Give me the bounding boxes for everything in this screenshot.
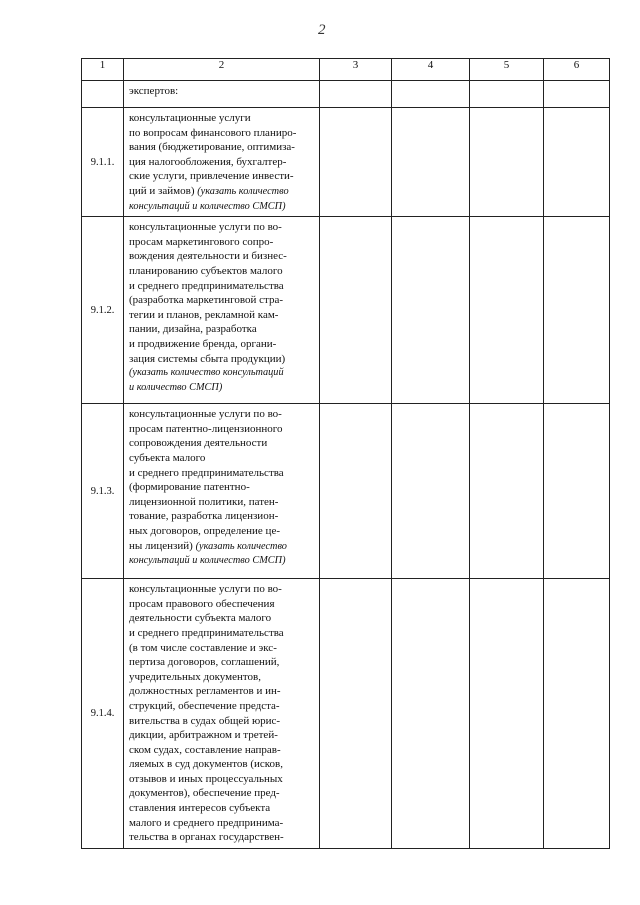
empty-cell-col-3 xyxy=(320,404,392,579)
description-line: (в том числе составление и экс- xyxy=(129,641,277,654)
description-line: ций и займов) (указать количество xyxy=(129,184,289,197)
empty-cell-col-4 xyxy=(392,404,470,579)
description-line: по вопросам финансового планиро- xyxy=(129,126,297,139)
description-line: и продвижение бренда, органи- xyxy=(129,337,277,350)
service-description xyxy=(124,108,320,217)
service-description xyxy=(124,217,320,404)
description-line: консультационные услуги xyxy=(129,112,251,124)
row-number: 9.1.2. xyxy=(82,217,124,404)
description-line: вождения деятельности и бизнес- xyxy=(129,250,287,263)
description-line: струкций, обеспечение предста- xyxy=(129,699,280,712)
table-row xyxy=(82,579,610,849)
description-line: (формирование патентно- xyxy=(129,481,250,494)
page-number: 2 xyxy=(318,22,326,38)
row-number: 9.1.1. xyxy=(82,108,124,217)
table-row xyxy=(82,404,610,579)
description-line: тование, разработка лицензион- xyxy=(129,510,279,523)
description-line: документов), обеспечение пред- xyxy=(129,787,280,800)
description-line: и среднего предпринимательства xyxy=(129,279,284,292)
description-line: ские услуги, привлечение инвести- xyxy=(129,170,294,183)
description-line: (указать количество консультаций xyxy=(129,367,284,379)
description-line: ставления интересов субъекта xyxy=(129,802,271,815)
column-header-1: 1 xyxy=(82,59,124,81)
empty-cell-col-5 xyxy=(470,404,544,579)
column-header-5: 5 xyxy=(470,59,544,81)
empty-cell-col-5 xyxy=(470,217,544,404)
description-line: ском судах, составление направ- xyxy=(129,743,281,756)
column-header-2: 2 xyxy=(124,59,320,81)
description-line: планированию субъектов малого xyxy=(129,264,283,277)
description-line: тегии и планов, рекламной кам- xyxy=(129,308,279,321)
empty-cell-col-4 xyxy=(392,108,470,217)
empty-cell-col-3 xyxy=(320,108,392,217)
service-description xyxy=(124,81,320,108)
description-line: субъекта малого xyxy=(129,451,206,464)
empty-cell-col-3 xyxy=(320,81,392,108)
empty-cell-col-6 xyxy=(544,579,610,849)
description-line: и среднего предпринимательства xyxy=(129,626,284,639)
empty-cell-col-4 xyxy=(392,217,470,404)
description-line: отзывов и иных процессуальных xyxy=(129,772,283,785)
empty-cell-col-6 xyxy=(544,217,610,404)
empty-cell-col-6 xyxy=(544,404,610,579)
description-line: деятельности субъекта малого xyxy=(129,612,272,625)
empty-cell-col-5 xyxy=(470,108,544,217)
description-line: малого и среднего предпринима- xyxy=(129,816,284,829)
empty-cell-col-3 xyxy=(320,217,392,404)
column-header-4: 4 xyxy=(392,59,470,81)
empty-cell-col-6 xyxy=(544,81,610,108)
row-number: 9.1.4. xyxy=(82,579,124,849)
empty-cell-col-4 xyxy=(392,81,470,108)
description-line: консультационные услуги по во- xyxy=(129,583,282,596)
description-line: просам маркетингового сопро- xyxy=(129,235,274,248)
empty-cell-col-5 xyxy=(470,81,544,108)
description-line: просам патентно-лицензионного xyxy=(129,422,283,435)
description-line: пертиза договоров, соглашений, xyxy=(129,656,280,669)
column-header-row xyxy=(82,59,610,81)
description-line: ных договоров, определение це- xyxy=(129,524,280,537)
description-line: вительства в судах общей юрис- xyxy=(129,714,281,727)
description-line: просам правового обеспечения xyxy=(129,597,275,610)
description-line: дикции, арбитражном и третей- xyxy=(129,729,278,742)
service-description xyxy=(124,579,320,849)
table-row xyxy=(82,108,610,217)
description-line: тельства в органах государствен- xyxy=(129,831,284,844)
empty-cell-col-5 xyxy=(470,579,544,849)
description-line: сопровождения деятельности xyxy=(129,437,268,450)
description-line: консультационные услуги по во- xyxy=(129,221,282,234)
service-description xyxy=(124,404,320,579)
column-header-6: 6 xyxy=(544,59,610,81)
row-number: 9.1.3. xyxy=(82,404,124,579)
description-line: экспертов: xyxy=(129,85,179,97)
description-line: ны лицензий) (указать количество xyxy=(129,539,287,552)
description-line: пании, дизайна, разработка xyxy=(129,323,257,336)
empty-cell-col-3 xyxy=(320,579,392,849)
table-row xyxy=(82,217,610,404)
description-line: консультаций и количество СМСП) xyxy=(129,555,286,567)
description-line: ция налогообложения, бухгалтер- xyxy=(129,155,287,168)
description-line: (разработка маркетинговой стра- xyxy=(129,294,284,307)
description-line: должностных регламентов и ин- xyxy=(129,685,281,698)
description-line: консультаций и количество СМСП) xyxy=(129,200,286,212)
description-line: и среднего предпринимательства xyxy=(129,466,284,479)
empty-cell-col-6 xyxy=(544,108,610,217)
description-line: лицензионной политики, патен- xyxy=(129,495,279,508)
description-line: ляемых в суд документов (исков, xyxy=(129,758,284,771)
description-line: учредительных документов, xyxy=(129,670,261,683)
description-line: и количество СМСП) xyxy=(129,381,223,393)
description-line: зация системы сбыта продукции) xyxy=(129,352,286,365)
empty-cell-col-4 xyxy=(392,579,470,849)
description-line: консультационные услуги по во- xyxy=(129,408,282,421)
description-line: вания (бюджетирование, оптимиза- xyxy=(129,141,295,154)
column-header-3: 3 xyxy=(320,59,392,81)
table-row xyxy=(82,81,610,108)
row-number xyxy=(82,81,124,108)
services-table xyxy=(81,58,610,849)
